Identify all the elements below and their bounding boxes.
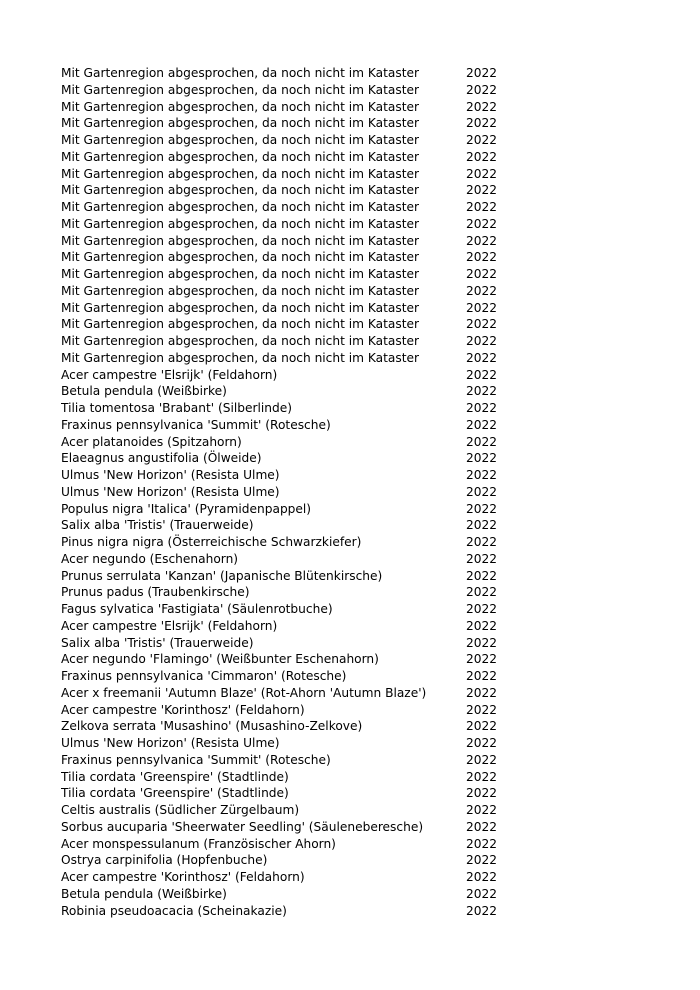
row-year: 2022: [466, 752, 498, 767]
row-year: 2022: [466, 334, 498, 348]
row-description: Acer campestre 'Elsrijk' (Feldahorn): [61, 618, 278, 633]
table-row: [61, 316, 511, 333]
row-year: 2022: [466, 300, 498, 315]
row-year: 2022: [466, 702, 498, 717]
row-year: 2022: [466, 803, 498, 817]
row-year: 2022: [466, 501, 498, 516]
row-description: Mit Gartenregion abgesprochen, da noch nicht im Kataster: [61, 116, 420, 131]
table-row: [61, 283, 511, 300]
table-row: [61, 601, 511, 618]
row-description: Mit Gartenregion abgesprochen, da noch nicht im Kataster: [61, 82, 420, 97]
row-year: 2022: [466, 635, 498, 650]
row-year: 2022: [466, 484, 498, 499]
row-year: 2022: [466, 568, 498, 583]
row-description: Tilia tomentosa 'Brabant' (Silberlinde): [61, 401, 292, 415]
row-year: 2022: [466, 836, 498, 851]
row-year: 2022: [466, 652, 498, 667]
row-year: 2022: [466, 350, 498, 365]
row-description: Mit Gartenregion abgesprochen, da noch nicht im Kataster: [61, 334, 420, 348]
table-row: [61, 517, 511, 534]
table-row: [61, 233, 511, 250]
row-year: 2022: [466, 819, 498, 834]
row-description: Robinia pseudoacacia (Scheinakazie): [61, 903, 287, 918]
row-description: Mit Gartenregion abgesprochen, da noch nicht im Kataster: [61, 233, 420, 248]
table-row: [61, 467, 511, 484]
row-year: 2022: [466, 401, 498, 415]
table-row: [61, 635, 511, 652]
row-description: Pinus nigra nigra (Österreichische Schwarzkiefer): [61, 535, 362, 549]
table-row: [61, 836, 511, 853]
row-description: Acer monspessulanum (Französischer Ahorn): [61, 836, 336, 851]
row-description: Acer campestre 'Elsrijk' (Feldahorn): [61, 367, 278, 382]
table-row: [61, 702, 511, 719]
table-row: [61, 132, 511, 149]
row-year: 2022: [466, 769, 498, 784]
row-description: Mit Gartenregion abgesprochen, da noch nicht im Kataster: [61, 200, 420, 214]
table-row: [61, 718, 511, 735]
table-row: [61, 735, 511, 752]
row-description: Mit Gartenregion abgesprochen, da noch nicht im Kataster: [61, 283, 420, 298]
row-year: 2022: [466, 250, 498, 265]
table-row: [61, 618, 511, 635]
row-description: Mit Gartenregion abgesprochen, da noch nicht im Kataster: [61, 66, 420, 80]
row-year: 2022: [466, 267, 498, 281]
row-description: Mit Gartenregion abgesprochen, da noch nicht im Kataster: [61, 133, 420, 147]
table-row: [61, 216, 511, 233]
row-description: Mit Gartenregion abgesprochen, da noch nicht im Kataster: [61, 183, 420, 198]
row-year: 2022: [466, 853, 498, 868]
row-year: 2022: [466, 66, 498, 80]
row-year: 2022: [466, 736, 498, 750]
row-year: 2022: [466, 685, 498, 700]
row-description: Prunus padus (Traubenkirsche): [61, 585, 250, 600]
row-description: Betula pendula (Weißbirke): [61, 886, 227, 901]
row-description: Fraxinus pennsylvanica 'Summit' (Rotesche): [61, 417, 331, 432]
table-row: [61, 249, 511, 266]
row-year: 2022: [466, 417, 498, 432]
table-row: [61, 651, 511, 668]
table-row: [61, 534, 511, 551]
table-row: [61, 769, 511, 786]
table-row: [61, 752, 511, 769]
table-row: [61, 115, 511, 132]
table-row: [61, 99, 511, 116]
row-description: Elaeagnus angustifolia (Ölweide): [61, 451, 262, 466]
row-description: Mit Gartenregion abgesprochen, da noch nicht im Kataster: [61, 267, 420, 281]
table-row: [61, 802, 511, 819]
row-description: Acer platanoides (Spitzahorn): [61, 434, 242, 449]
table-row: [61, 417, 511, 434]
table-row: [61, 819, 511, 836]
row-description: Celtis australis (Südlicher Zürgelbaum): [61, 803, 300, 817]
row-year: 2022: [466, 886, 498, 901]
row-description: Acer x freemanii 'Autumn Blaze' (Rot-Ahorn 'Autumn Blaze'): [61, 685, 427, 700]
row-description: Ulmus 'New Horizon' (Resista Ulme): [61, 484, 280, 499]
table-row: [61, 266, 511, 283]
row-description: Fraxinus pennsylvanica 'Cimmaron' (Rotesche): [61, 669, 347, 683]
row-description: Acer campestre 'Korinthosz' (Feldahorn): [61, 702, 305, 717]
table-row: [61, 166, 511, 183]
table-row: [61, 350, 511, 367]
row-year: 2022: [466, 669, 498, 683]
row-year: 2022: [466, 451, 498, 466]
row-description: Tilia cordata 'Greenspire' (Stadtlinde): [61, 769, 289, 784]
row-description: Mit Gartenregion abgesprochen, da noch nicht im Kataster: [61, 300, 420, 315]
table-row: [61, 785, 511, 802]
row-description: Mit Gartenregion abgesprochen, da noch nicht im Kataster: [61, 216, 420, 231]
row-year: 2022: [466, 903, 498, 918]
row-description: Acer negundo (Eschenahorn): [61, 551, 239, 566]
table-row: [61, 199, 511, 216]
row-year: 2022: [466, 468, 498, 482]
row-year: 2022: [466, 551, 498, 566]
row-year: 2022: [466, 183, 498, 198]
table-row: [61, 434, 511, 451]
row-year: 2022: [466, 367, 498, 382]
table-row: [61, 685, 511, 702]
table-row: [61, 886, 511, 903]
row-description: Ulmus 'New Horizon' (Resista Ulme): [61, 468, 280, 482]
row-year: 2022: [466, 283, 498, 298]
table-row: [61, 149, 511, 166]
row-description: Betula pendula (Weißbirke): [61, 384, 227, 399]
row-year: 2022: [466, 618, 498, 633]
row-year: 2022: [466, 518, 498, 533]
row-year: 2022: [466, 602, 498, 616]
row-year: 2022: [466, 719, 498, 734]
row-year: 2022: [466, 434, 498, 449]
table-row: [61, 869, 511, 886]
row-description: Mit Gartenregion abgesprochen, da noch nicht im Kataster: [61, 166, 420, 181]
table-row: [61, 551, 511, 568]
row-year: 2022: [466, 585, 498, 600]
table-row: [61, 333, 511, 350]
row-year: 2022: [466, 384, 498, 399]
row-description: Prunus serrulata 'Kanzan' (Japanische Blütenkirsche): [61, 568, 383, 583]
table-row: [61, 300, 511, 317]
row-year: 2022: [466, 535, 498, 549]
row-description: Zelkova serrata 'Musashino' (Musashino-Zelkove): [61, 719, 363, 734]
table-row: [61, 668, 511, 685]
row-description: Acer campestre 'Korinthosz' (Feldahorn): [61, 870, 305, 884]
row-description: Mit Gartenregion abgesprochen, da noch nicht im Kataster: [61, 149, 420, 164]
row-year: 2022: [466, 133, 498, 147]
row-description: Mit Gartenregion abgesprochen, da noch nicht im Kataster: [61, 250, 420, 265]
row-description: Ostrya carpinifolia (Hopfenbuche): [61, 853, 268, 868]
row-description: Fagus sylvatica 'Fastigiata' (Säulenrotbuche): [61, 602, 333, 616]
table-row: [61, 852, 511, 869]
table-row: [61, 450, 511, 467]
table-row: [61, 484, 511, 501]
table-row: [61, 182, 511, 199]
row-description: Populus nigra 'Italica' (Pyramidenpappel): [61, 501, 312, 516]
row-year: 2022: [466, 233, 498, 248]
row-description: Tilia cordata 'Greenspire' (Stadtlinde): [61, 786, 289, 801]
row-description: Ulmus 'New Horizon' (Resista Ulme): [61, 736, 280, 750]
table-row: [61, 367, 511, 384]
table-row: [61, 400, 511, 417]
row-year: 2022: [466, 149, 498, 164]
row-description: Sorbus aucuparia 'Sheerwater Seedling' (Säuleneberesche): [61, 819, 424, 834]
row-description: Salix alba 'Tristis' (Trauerweide): [61, 518, 254, 533]
row-description: Fraxinus pennsylvanica 'Summit' (Rotesche): [61, 752, 331, 767]
table-row: [61, 65, 511, 82]
row-description: Salix alba 'Tristis' (Trauerweide): [61, 635, 254, 650]
table-row: [61, 82, 511, 99]
row-year: 2022: [466, 317, 498, 332]
row-year: 2022: [466, 870, 498, 884]
row-year: 2022: [466, 166, 498, 181]
row-year: 2022: [466, 200, 498, 214]
row-description: Mit Gartenregion abgesprochen, da noch nicht im Kataster: [61, 317, 420, 332]
row-description: Mit Gartenregion abgesprochen, da noch nicht im Kataster: [61, 350, 420, 365]
row-year: 2022: [466, 786, 498, 801]
table-row: [61, 501, 511, 518]
row-description: Acer negundo 'Flamingo' (Weißbunter Eschenahorn): [61, 652, 379, 667]
row-year: 2022: [466, 99, 498, 114]
table-row: [61, 903, 511, 920]
table-row: [61, 383, 511, 400]
table-row: [61, 584, 511, 601]
tree-list: [61, 65, 511, 919]
table-row: [61, 568, 511, 585]
row-year: 2022: [466, 116, 498, 131]
row-description: Mit Gartenregion abgesprochen, da noch nicht im Kataster: [61, 99, 420, 114]
row-year: 2022: [466, 216, 498, 231]
row-year: 2022: [466, 82, 498, 97]
